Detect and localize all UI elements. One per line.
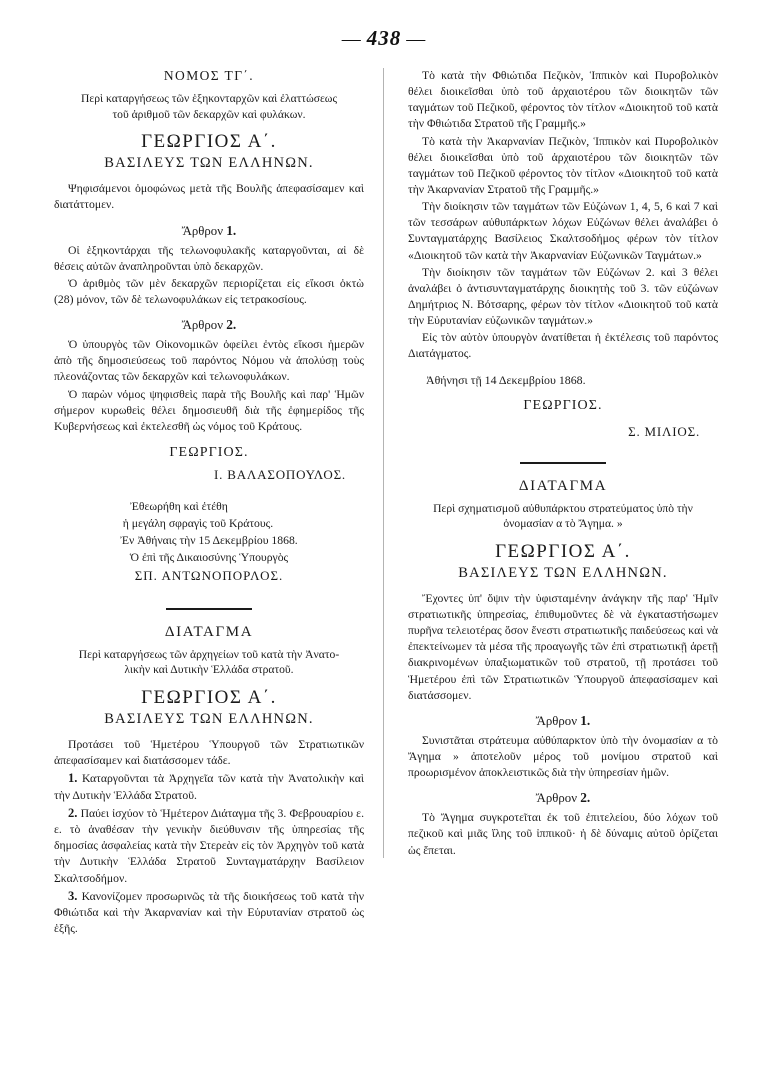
law-subtitle-line-2: τοῦ ἀριθμοῦ τῶν δεκαρχῶν καὶ φυλάκων. <box>112 107 306 121</box>
right-decree2-article-1-para-1: Συνιστᾶται στράτευμα αὐθύπαρκτον ὑπὸ τὴν ὀνομασίαν α τὸ Ἄγημα » ἀποτελοῦν μέρος τοῦ μονίμου στρατοῦ καὶ προωρισμένον ἀποκλειστικῶς διὰ τὴν ὑπηρεσίαν ἡμῶν. <box>408 733 718 780</box>
law-article-1-para-1: Οἱ ἑξηκοντάρχαι τῆς τελωνοφυλακῆς καταργοῦνται, αἱ δὲ θέσεις αὐτῶν ἀναπληροῦνται ὑπὸ δεκαρχῶν. <box>54 243 364 273</box>
right-decree2-subtitle <box>408 501 718 532</box>
right-decree-para-3: Τὴν διοίκησιν τῶν ταγμάτων τῶν Εὐζώνων 1, 4, 5, 6 καὶ 7 καὶ τῶν τεσσάρων αὐθυπάρκτων λόχων Εὐζώνων θέλει ἀναλάβει ὁ Συνταγματάρχης Βασίλειος Σκαλτσοδήμος φέρων τὸν τίτλον «Διοικητοῦ τῶν κατὰ τὴν Ἀκαρνανίαν Εὐζωνικῶν Ταγμάτων.» <box>408 200 718 262</box>
section-separator-rule <box>166 608 252 610</box>
column-divider-rule <box>383 68 384 858</box>
right-decree-signature-minister: Σ. ΜΙΛΙΟΣ. <box>628 423 700 439</box>
left-decree-item-3 <box>54 888 364 938</box>
left-decree-item-2 <box>54 805 364 887</box>
page-number: 438 <box>366 26 402 50</box>
right-decree-para-5: Εἰς τὸν αὐτὸν ὑπουργὸν ἀνατίθεται ἡ ἐκτέλεσις τοῦ παρόντος Διατάγματος. <box>408 331 718 361</box>
right-decree-para-2: Τὸ κατὰ τὴν Ἀκαρνανίαν Πεζικὸν, Ἱππικὸν καὶ Πυροβολικὸν θέλει διοικεῖσθαι ὑπὸ τοῦ ἀρχαιοτέρου τῶν διοικητῶν τῶν ταγμάτων τοῦ Πεζικοῦ φέροντος τὸν τίτλον «Διοικητοῦ τοῦ κατὰ τὴν Ἀκαρνανίαν Στρατοῦ τῆς Γραμμῆς.» <box>408 134 718 196</box>
law-article-1-number: 1. <box>226 222 237 238</box>
left-decree-item-2-number: 2. <box>68 805 78 820</box>
law-article-1-para-2: Ὁ ἀριθμὸς τῶν μὲν δεκαρχῶν περιορίζεται εἰς εἴκοσι ὀκτὼ (28) μόνον, τῶν δὲ τελωνοφυλάκων εἰς τετρακοσίους. <box>54 276 364 306</box>
left-column <box>54 68 365 936</box>
law-king-name: ΓΕΩΡΓΙΟΣ Α΄. <box>141 131 277 153</box>
left-decree-item-1-text: Καταργοῦνται τὰ Ἀρχηγεῖα τῶν κατὰ τὴν Ἀνατολικὴν καὶ τὴν Δυτικὴν Ἑλλάδα Στρατοῦ. <box>54 772 364 802</box>
two-column-body <box>54 68 718 936</box>
right-decree2-king-name: ΓΕΩΡΓΙΟΣ Α΄. <box>495 540 631 562</box>
right-decree2-article-2-word: Ἄρθρον <box>535 791 577 806</box>
right-decree2-subtitle-line-2: ὀνομασίαν α τὸ Ἄγημα. » <box>503 517 623 531</box>
seal-line-5: ΣΠ. ΑΝΤΩΝΟΠΟΡΛΟΣ. <box>134 567 284 583</box>
right-decree2-king-title: ΒΑΣΙΛΕΥΣ ΤΩΝ ΕΛΛΗΝΩΝ. <box>458 564 668 581</box>
law-article-2-heading <box>54 317 364 333</box>
law-article-2-para-1: Ὁ ὑπουργὸς τῶν Οἰκονομικῶν ὀφείλει ἐντὸς εἴκοσι ἡμερῶν ἀπὸ τῆς δημοσιεύσεως τοῦ παρόντος Νόμου νὰ ἀπολύσῃ τοὺς πλεονάζοντας τῶν δεκαρχῶν καὶ τελωνοφυλάκων. <box>54 338 364 384</box>
seal-line-3: Ἐν Ἀθήναις τὴν 15 Δεκεμβρίου 1868. <box>120 533 298 547</box>
law-article-1-heading <box>54 223 364 239</box>
law-subtitle-line-1: Περὶ καταργήσεως τῶν ἑξηκονταρχῶν καὶ ἐλαττώσεως <box>80 92 338 105</box>
left-decree-preamble: Προτάσει τοῦ Ἡμετέρου Ὑπουργοῦ τῶν Στρατιωτικῶν ἀπεφασίσαμεν καὶ διατάσσομεν τάδε. <box>54 737 364 768</box>
folio-rule-right: — <box>406 29 427 50</box>
left-decree-heading: ΔΙΑΤΑΓΜΑ <box>164 623 254 640</box>
law-seal-block <box>54 499 364 586</box>
left-decree-item-1 <box>54 770 364 804</box>
right-decree2-article-1-number: 1. <box>580 712 591 728</box>
law-block <box>54 68 364 586</box>
right-decree2-article-1-word: Ἄρθρον <box>535 713 577 728</box>
law-article-2-para-2: Ὁ παρὼν νόμος ψηφισθεὶς παρὰ τῆς Βουλῆς καὶ παρ' Ἡμῶν σήμερον κυρωθεὶς θέλει δημοσιευθῆ διὰ τῆς ἐφημερίδος τῆς Κυβερνήσεως καὶ ἐκτελεσθῆ ὡς νόμος τοῦ Κράτους. <box>54 387 364 433</box>
left-decree-subtitle-line-2: λικὴν καὶ Δυτικὴν Ἑλλάδα στρατοῦ. <box>124 663 294 677</box>
right-decree2-article-1-heading <box>408 713 718 729</box>
section-separator-rule-2 <box>520 462 606 464</box>
right-decree-continuation <box>408 68 718 440</box>
law-signature-king: ΓΕΩΡΓΙΟΣ. <box>169 444 249 460</box>
right-decree2-block <box>408 462 718 859</box>
right-decree-para-1: Τὸ κατὰ τὴν Φθιώτιδα Πεζικὸν, Ἱππικὸν καὶ Πυροβολικὸν θέλει διοικεῖσθαι ὑπὸ τοῦ ἀρχαιοτέρου τῶν διοικητῶν τῶν ταγμάτων τοῦ Πεζικοῦ, φέροντος τὸν τίτλον «Διοικητοῦ τοῦ κατὰ τὴν Φθιώτιδα Στρατοῦ τῆς Γραμμῆς.» <box>408 69 718 131</box>
law-subtitle <box>54 91 364 122</box>
left-decree-subtitle <box>54 647 364 678</box>
folio-rule-left: — <box>341 29 362 50</box>
law-article-2-word: Ἄρθρον <box>181 318 223 333</box>
left-decree-subtitle-line-1: Περὶ καταργήσεως τῶν ἀρχηγείων τοῦ κατὰ τὴν Ἀνατο- <box>78 647 340 661</box>
law-heading: ΝΟΜΟΣ ΤΓ΄. <box>163 68 255 83</box>
seal-line-1: Ἐθεωρήθη καὶ ἐτέθη <box>130 499 228 513</box>
right-decree2-subtitle-line-1: Περὶ σχηματισμοῦ αὐθυπάρκτου στρατεύματος ὑπὸ τὴν <box>433 501 693 515</box>
left-decree-king-title: ΒΑΣΙΛΕΥΣ ΤΩΝ ΕΛΛΗΝΩΝ. <box>104 710 314 727</box>
left-decree-king-name: ΓΕΩΡΓΙΟΣ Α΄. <box>141 686 277 708</box>
right-decree-para-4: Τὴν διοίκησιν τῶν ταγμάτων τῶν Εὐζώνων 2. καὶ 3 θέλει ἀναλάβει ὁ ἀντισυνταγματάρχης διοικητὴς τοῦ 3. τῶν εὐζώνων Δημήτριος Ν. Βότσαρης, φέρων τὸν τίτλον «Διοικητοῦ τοῦ κατὰ τὴν Εὐρυτανίαν εὐζωνικῶν ταγμάτων.» <box>408 265 718 328</box>
law-preamble: Ψηφισάμενοι ὁμοφώνως μετὰ τῆς Βουλῆς ἀπεφασίσαμεν καὶ διατάττομεν. <box>54 182 364 212</box>
left-decree-item-1-number: 1. <box>68 771 78 786</box>
right-decree-date: Ἀθήνησι τῇ 14 Δεκεμβρίου 1868. <box>426 372 586 387</box>
left-decree-item-2-text: Παύει ἰσχύον τὸ Ἡμέτερον Διάταγμα τῆς 3. Φεβρουαρίου ε. ε. τὸ ἀναθέσαν τὴν γενικὴν διεύθυνσιν τῆς ὑπηρεσίας τῆς δημοσίας ἀσφαλείας κατὰ τὴν Στερεὰν εἰς τὸν Ἀρχηγὸν τοῦ κατὰ τὴν Δυτικὴν Ἑλλάδα Στρατοῦ Συνταγματάρχην Βασίλειον Σκαλτσοδήμον. <box>54 806 364 885</box>
right-decree2-heading: ΔΙΑΤΑΓΜΑ <box>518 477 608 494</box>
left-decree-block <box>54 608 364 938</box>
law-article-1-word: Ἄρθρον <box>181 223 223 238</box>
law-article-2-number: 2. <box>226 317 237 333</box>
seal-line-2: ἡ μεγάλη σφραγὶς τοῦ Κράτους. <box>122 516 274 530</box>
right-decree2-article-2-heading <box>408 790 718 806</box>
right-decree2-article-2-para-1: Τὸ Ἄγημα συγκροτεῖται ἐκ τοῦ ἐπιτελείου, δύο λόχων τοῦ πεζικοῦ καὶ μιᾶς ἴλης τοῦ ἱππικοῦ· ἡ δὲ δύναμις αὐτοῦ ὁρίζεται ὡς ἕπεται. <box>408 811 718 857</box>
seal-line-4: Ὁ ἐπὶ τῆς Δικαιοσύνης Ὑπουργὸς <box>129 550 289 564</box>
page-folio <box>0 26 768 51</box>
left-decree-item-3-text: Κανονίζομεν προσωρινῶς τὰ τῆς διοικήσεως τοῦ κατὰ τὴν Φθιώτιδα καὶ τὴν Ἀκαρνανίαν καὶ τὴν Εὐρυτανίαν στρατοῦ ὡς ἑξῆς. <box>54 889 365 936</box>
right-column <box>408 68 718 858</box>
right-decree2-preamble: Ἔχοντες ὑπ' ὄψιν τὴν ὑφισταμένην ἀνάγκην τῆς παρ' Ἡμῖν στρατιωτικῆς ὑπηρεσίας, ἐπιθυμοῦντες δὲ νὰ ἐγκαταστήσωμεν πυρῆνα τελειοτέρας ὅσον ἔνεστι στρατιωτικῆς παιδεύσεως καὶ νὰ ἐπεκτείνωμεν τὰ μέσα τῆς προαγωγῆς τῶν ἐπὶ στρατιωτικῇ ἀρετῇ διακρινομένων ὑπαξιωματικῶν τοῦ στρατοῦ, τῇ προτάσει τοῦ Ἡμετέρου ἐπὶ τῶν Στρατιωτικῶν Ὑπουργοῦ ἀπεφασίσαμεν καὶ διατάσσομεν. <box>408 591 718 702</box>
right-decree-signature-king: ΓΕΩΡΓΙΟΣ. <box>523 397 603 413</box>
right-decree2-article-2-number: 2. <box>580 790 591 806</box>
law-signature-minister: Ι. ΒΑΛΑΣΟΠΟΥΛΟΣ. <box>214 466 346 482</box>
law-king-title: ΒΑΣΙΛΕΥΣ ΤΩΝ ΕΛΛΗΝΩΝ. <box>104 155 314 172</box>
left-decree-item-3-number: 3. <box>68 888 78 903</box>
